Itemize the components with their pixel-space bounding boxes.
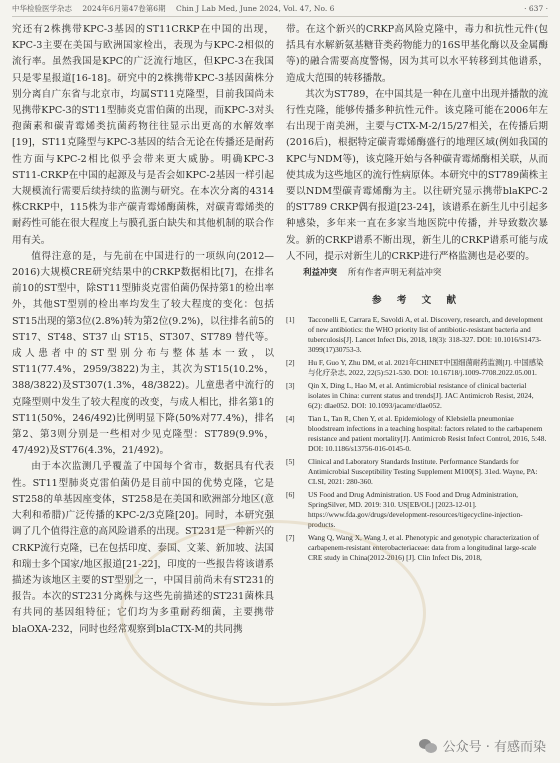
reference-item: [286, 490, 548, 530]
reference-text: Tacconelli E, Carrara E, Savoldi A, et al. Discovery, research, and development of new antibiotics: the WHO priority list of antibiotic-resistant bacteria and tuberculosis[J]. Lancet Infect Dis, 2018, 18(3): 318-327. DOI: 10.1016/S1473-3099(17)30753-3.: [308, 315, 543, 355]
references-title: 参 考 文 献: [372, 295, 462, 307]
reference-text: Hu F, Guo Y, Zhu DM, et al. 2021年CHINET中国细菌耐药监测[J]. 中国感染与化疗杂志, 2022, 22(5):521-530. DOI: 10.16718/j.1009-7708.2022.05.001.: [308, 358, 544, 378]
reference-list: [286, 315, 548, 563]
reference-text: Wang Q, Wang X, Wang J, et al. Phenotypic and genotypic characterization of carbapenem-resistant enterobacteriaceae: data from a longitudinal large-scale CRE study in China(2012-2016) [J]. Clin Infect Dis, 2018,: [308, 533, 540, 563]
reference-item: [286, 315, 548, 355]
page-number: · 637 ·: [524, 3, 548, 13]
reference-number: [1]: [286, 315, 295, 325]
reference-number: [6]: [286, 490, 295, 500]
conflict-label: 利益冲突: [303, 268, 338, 279]
reference-number: [7]: [286, 533, 295, 543]
reference-number: [5]: [286, 457, 295, 467]
journal-name-en: Chin J Lab Med, June 2024, Vol. 47, No. 6: [175, 3, 335, 13]
reference-text: Tian L, Tan R, Chen Y, et al. Epidemiology of Klebsiella pneumoniae bloodstream infections in a teaching hospital: factors related to the carbapenem resistance and patient mortality[J]. Antimicrob Resist Infect Control, 2016, 5:48. DOI: 10.1186/s13756-016-0145-0.: [308, 414, 547, 454]
reference-item: [286, 358, 548, 378]
body-paragraph: 值得注意的是，与先前在中国进行的一项纵向(2012—2016)大规模CRE研究结果中的CRKP数据相比[7]，在排名前10的ST型中，除ST11型肺炎克雷伯菌仍保持第1的检出率外，其他ST型别的检出率均发生了较大程度的变化：包括ST15出现的第3位(2.8%)转为第2位(9.2%)，以往排名前5的ST17、ST48、ST37 山 ST15、ST307、ST789 替代等。成人患者中的ST型别分布与整体基本一致，以ST11(77.4%，2959/3822)为主，其次为ST15(10.2%，388/3822)及ST307(1.3%，48/3822)。儿童患者中流行的克隆型则中发生了较大程度的改变，与成人相比，排名第1的ST11(50%，246/492)比例明显下降(50%对77.4%)，排名第2、第3则分别是一些相对少见克隆型：ST789(9.9%，47/492)及ST76(4.3%，21/492)。: [12, 250, 274, 457]
left-column: [12, 22, 274, 753]
header-left: [12, 3, 342, 14]
reference-text: Clinical and Laboratory Standards Institute. Performance Standards for Antimicrobial Susceptibility Testing Supplement M100[S]. 31ed. Wayne, PA: CLSI, 2021: 280-360.: [308, 457, 538, 487]
reference-text: Qin X, Ding L, Hao M, et al. Antimicrobial resistance of clinical bacterial isolates in China: current status and trends[J]. JAC Antimicrob Resist, 2024, 6(2): dlae052. DOI: 10.1093/jacamr/dlae052.: [308, 381, 534, 411]
wechat-watermark: [419, 736, 546, 755]
body-paragraph: 究还有2株携带KPC-3基因的ST11CRKP在中国的出现，KPC-3主要在美国与欧洲国家检出，表现为与KPC-2相似的流行率。虽然我国是KPC的广泛流行地区，但KPC-3在我国只是零星报道[16-18]。研究中的2株携带KPC-3基因菌株分别分离自广东省与北京市，均属ST11克隆型，目前我国尚未见携带KPC-3的ST11型肺炎克雷伯菌的出现，而KPC-3对头孢菌素和碳青霉烯类抗菌药物往往显示出更高的水解效率[19]，ST11克隆型与KPC-3基因的结合无论在传播还是耐药性方面与KPC-2相比似乎会带来更大威胁。明确KPC-3 ST11-CRKP在中国的起源及与是否会如KPC-2基因一样引起大规模流行需要后续持续的监测与研究。在本次分离的4314株CRKP中，115株为非产碳青霉烯酶菌株，对碳青霉烯类的耐药性可能在很大程度上与膜孔蛋白缺失和其他机制的联合作用有关。: [12, 24, 274, 246]
wechat-icon: [419, 739, 437, 753]
body-paragraph: 其次为ST789，在中国其是一种在儿童中出现并播散的流行性克隆，能够传播多种抗性元件。该克隆可能在2006年左右出现于南美洲，主要与CTX-M-2/15/27相关，在传播后期(2016后)，根据特定碳青霉烯酶盛行的地理区域(例如我国的KPC与NDM等)，该克隆开始与各种碳青霉烯酶相关联，从而使其成为这些地区的流行性病原体。本研究中的ST789菌株主要以NDM型碳青霉烯酶为主。以往研究显示携带blaKPC-2的ST789 CRKP偶有报道[23-24]，该谱系在新生儿中引起多种感染，多年来一直在多家当地医院中传播，并导致数次暴发。新的CRKP谱系不断出现，新生儿的CRKP谱系可能与成人不同，提示对新生儿的CRKP进行严格监测也是必要的。: [286, 88, 548, 262]
conflict-text: 所有作者声明无利益冲突: [347, 268, 442, 279]
reference-text: US Food and Drug Administration. US Food and Drug Administration, SpringSilver, MD. 2019: 310. US[EB/OL] [2023-12-01]. https://www.fda.gov/drugs/development-resources/tigecycline-injection-products.: [308, 490, 523, 530]
right-column: [286, 22, 548, 753]
watermark-text: 公众号 · 有感而染: [442, 740, 546, 755]
body-paragraph: 带。在这个新兴的CRKP高风险克隆中，毒力和抗性元件(包括具有水解新氨基糖苷类药物能力的16S甲基化酶以及金属酶等)的融合需要高度警惕，因为其可以水平转移到其他谱系，造成大范围的转移播散。: [286, 24, 548, 84]
reference-number: [2]: [286, 358, 295, 368]
reference-item: [286, 381, 548, 411]
page-header: [12, 0, 548, 17]
body-paragraph: 由于本次监测几乎覆盖了中国每个省市，数据具有代表性。ST11型肺炎克雷伯菌仍是目前中国的优势克隆，它是ST258的单基因座变体，ST258是在美国和欧洲部分地区(意大利和希腊)广泛传播的KPC-2/3克隆[20]。同时，本研究强调了几个值得注意的高风险谱系的出现。ST231是一种新兴的CRKP流行克隆，已在包括印度、泰国、文莱、新加坡、法国和瑞士多个国家/地区报道[21-22]，印度的一些报告将该谱系描述为该地区主要的ST型别之一，中国目前尚未有ST231的报告。本次的ST231分离株与这些先前描述的ST231菌株具有共同的基因组特征；它们均为多重耐药细菌，主要携带blaOXA-232，同时也经常观察到blaCTX-M的共同携: [12, 461, 274, 635]
reference-item: [286, 414, 548, 454]
reference-number: [3]: [286, 381, 295, 391]
issue-cn: 2024年6月第47卷第6期: [82, 3, 166, 13]
reference-item: [286, 457, 548, 487]
journal-name-cn: 中华检验医学杂志: [12, 3, 72, 13]
conflict-of-interest: [286, 265, 548, 281]
reference-number: [4]: [286, 414, 295, 424]
reference-item: [286, 533, 548, 563]
